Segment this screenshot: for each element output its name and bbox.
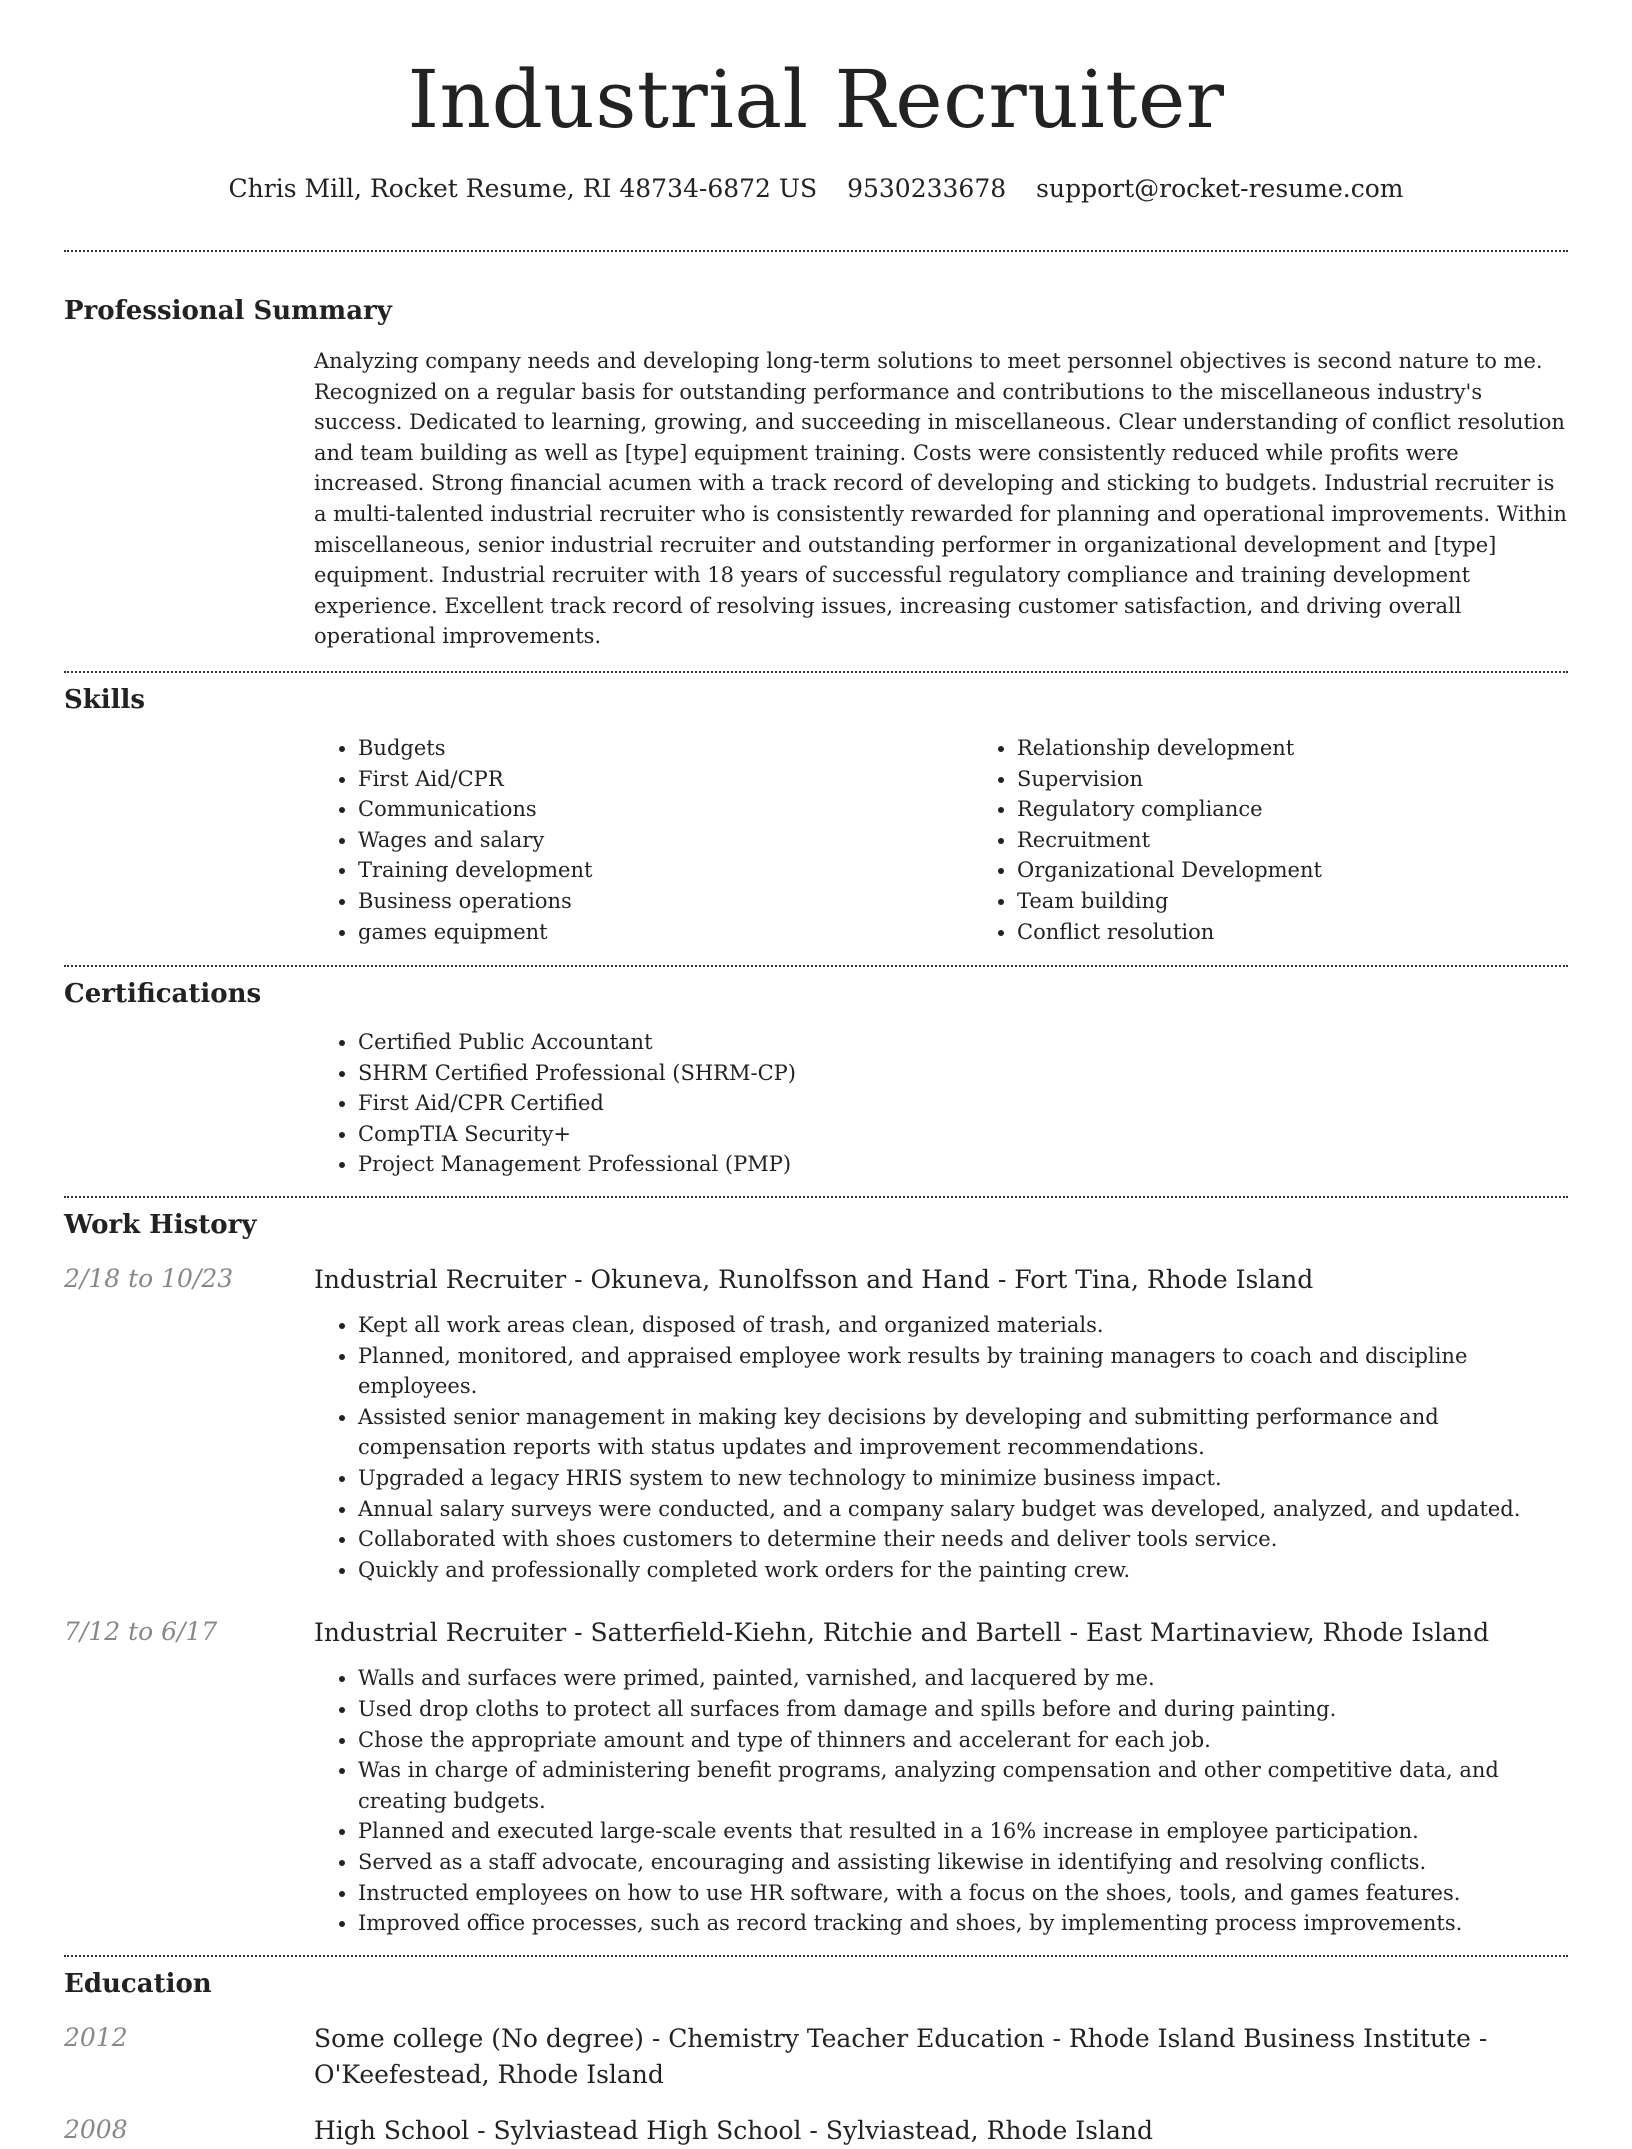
skills-column-left bbox=[314, 733, 973, 947]
contact-line bbox=[64, 172, 1568, 206]
contact-email: support@rocket-resume.com bbox=[1036, 174, 1404, 203]
job-bullet: • Served as a staff advocate, encouraging and assisting likewise in identifying and resolving conflicts. bbox=[358, 1847, 1568, 1878]
section-title-work: Work History bbox=[64, 1210, 257, 1241]
section-title-certifications: Certifications bbox=[64, 979, 262, 1010]
job-dates: 7/12 to 6/17 bbox=[64, 1617, 218, 1647]
education-entry bbox=[64, 2021, 1568, 2093]
education-title: Some college (No degree) - Chemistry Teacher Education - Rhode Island Business Institute - O'Keefestead, Rhode Island bbox=[314, 2023, 1488, 2089]
job-entry bbox=[64, 1262, 1568, 1585]
certification-item: • SHRM Certified Professional (SHRM-CP) bbox=[358, 1058, 1568, 1089]
skill-item: • Wages and salary bbox=[358, 825, 973, 856]
job-bullet: • Collaborated with shoes customers to determine their needs and deliver tools service. bbox=[358, 1524, 1568, 1555]
resume-page bbox=[64, 0, 1568, 2149]
certification-item: • Certified Public Accountant bbox=[358, 1027, 1568, 1058]
skill-item: • Regulatory compliance bbox=[1017, 794, 1632, 825]
job-bullet: • Assisted senior management in making key decisions by developing and submitting performance and compensation reports with status updates and improvement recommendations. bbox=[358, 1402, 1568, 1463]
section-title-summary: Professional Summary bbox=[64, 296, 392, 326]
skill-item: • Organizational Development bbox=[1017, 855, 1632, 886]
job-bullet: • Annual salary surveys were conducted, and a company salary budget was developed, analyzed, and updated. bbox=[358, 1494, 1568, 1525]
job-title: Industrial Recruiter - Satterfield-Kiehn, Ritchie and Bartell - East Martinaview, Rhode Island bbox=[314, 1618, 1490, 1648]
skill-item: • Business operations bbox=[358, 886, 973, 917]
job-bullet: • Walls and surfaces were primed, painted, varnished, and lacquered by me. bbox=[358, 1663, 1568, 1694]
job-bullet: • Kept all work areas clean, disposed of trash, and organized materials. bbox=[358, 1310, 1568, 1341]
certifications-list bbox=[314, 1027, 1568, 1180]
skills-list bbox=[314, 733, 1632, 947]
job-bullet: • Planned and executed large-scale events that resulted in a 16% increase in employee participation. bbox=[358, 1816, 1568, 1847]
job-dates: 2/18 to 10/23 bbox=[64, 1264, 234, 1294]
education-year: 2012 bbox=[64, 2022, 128, 2052]
certification-item: • CompTIA Security+ bbox=[358, 1119, 1568, 1150]
page-title: Industrial Recruiter bbox=[407, 53, 1225, 146]
skill-item: • Communications bbox=[358, 794, 973, 825]
job-bullet: • Was in charge of administering benefit programs, analyzing compensation and other competitive data, and creating budgets. bbox=[358, 1755, 1568, 1816]
skill-item: • Relationship development bbox=[1017, 733, 1632, 764]
job-bullet: • Improved office processes, such as record tracking and shoes, by implementing process improvements. bbox=[358, 1908, 1568, 1939]
job-bullets bbox=[314, 1663, 1568, 1938]
skill-item: • Training development bbox=[358, 855, 973, 886]
certification-item: • First Aid/CPR Certified bbox=[358, 1088, 1568, 1119]
section-title-skills: Skills bbox=[64, 684, 146, 715]
skill-item: • Budgets bbox=[358, 733, 973, 764]
skills-column-right bbox=[973, 733, 1632, 947]
skill-item: • First Aid/CPR bbox=[358, 764, 973, 795]
skill-item: • Recruitment bbox=[1017, 825, 1632, 856]
education-entry bbox=[64, 2113, 1568, 2149]
contact-phone: 9530233678 bbox=[847, 174, 1007, 203]
job-bullet: • Quickly and professionally completed work orders for the painting crew. bbox=[358, 1555, 1568, 1586]
skill-item: • Team building bbox=[1017, 886, 1632, 917]
education-year: 2008 bbox=[64, 2114, 128, 2144]
job-bullet: • Chose the appropriate amount and type of thinners and accelerant for each job. bbox=[358, 1725, 1568, 1756]
section-title-education: Education bbox=[64, 1968, 212, 1999]
job-bullet: • Planned, monitored, and appraised employee work results by training managers to coach and discipline employees. bbox=[358, 1341, 1568, 1402]
job-bullets bbox=[314, 1310, 1568, 1585]
job-bullet: • Instructed employees on how to use HR software, with a focus on the shoes, tools, and games features. bbox=[358, 1878, 1568, 1909]
skill-item: • Supervision bbox=[1017, 764, 1632, 795]
job-title: Industrial Recruiter - Okuneva, Runolfsson and Hand - Fort Tina, Rhode Island bbox=[314, 1265, 1314, 1295]
job-bullet: • Used drop cloths to protect all surfaces from damage and spills before and during painting. bbox=[358, 1694, 1568, 1725]
education-title: High School - Sylviastead High School - Sylviastead, Rhode Island bbox=[314, 2115, 1154, 2145]
summary-text: Analyzing company needs and developing long-term solutions to meet personnel objectives is second nature to me. Recognized on a regular basis for outstanding performance and contributions to the miscellaneous industry's success. Dedicated to learning, growing, and succeeding in miscellaneous. Clear understanding of conflict resolution and team building as well as [type] equipment training. Costs were consistently reduced while profits were increased. Strong financial acumen with a track record of developing and sticking to budgets. Industrial recruiter is a multi-talented industrial recruiter who is consistently rewarded for planning and operational improvements. Within miscellaneous, senior industrial recruiter and outstanding performer in organizational development and [type] equipment. Industrial recruiter with 18 years of successful regulatory compliance and training development experience. Excellent track record of resolving issues, increasing customer satisfaction, and driving overall operational improvements. bbox=[314, 349, 1567, 649]
skill-item: • games equipment bbox=[358, 917, 973, 948]
skill-item: • Conflict resolution bbox=[1017, 917, 1632, 948]
job-bullet: • Upgraded a legacy HRIS system to new technology to minimize business impact. bbox=[358, 1463, 1568, 1494]
contact-address: Chris Mill, Rocket Resume, RI 48734-6872 US bbox=[228, 174, 818, 203]
job-entry bbox=[64, 1615, 1568, 1938]
certification-item: • Project Management Professional (PMP) bbox=[358, 1149, 1568, 1180]
